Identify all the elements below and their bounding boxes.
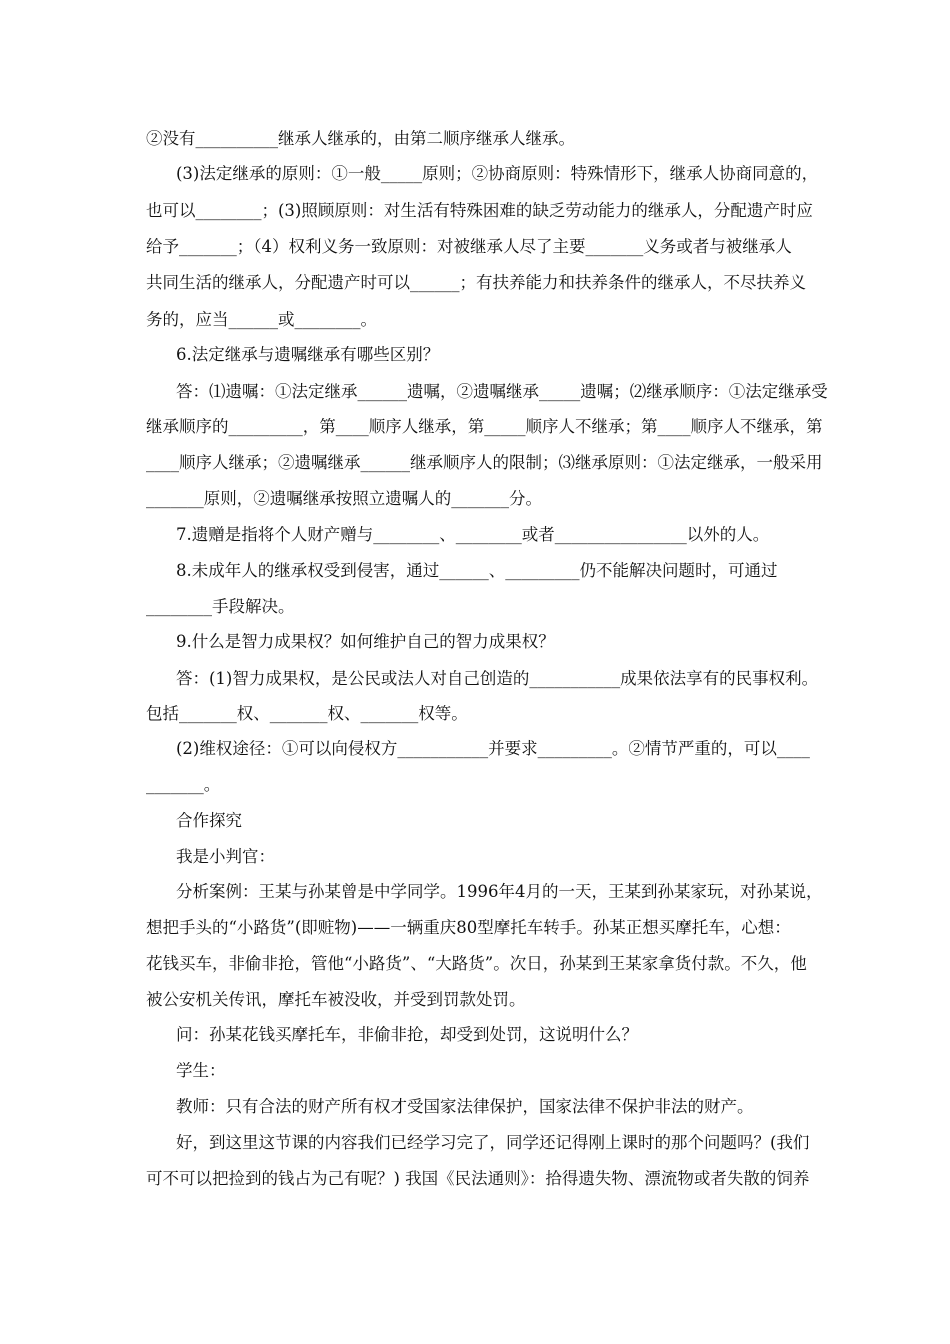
text-line: ____顺序人继承；②遗嘱继承______继承顺序人的限制；⑶继承原则：①法定继承，一般采用 [146,453,823,472]
text-line: 好，到这里这节课的内容我们已经学习完了，同学还记得刚上课时的那个问题吗？(我们 [176,1133,810,1152]
text-line: 我是小判官： [176,847,275,866]
text-line: 可不可以把捡到的钱占为己有呢？) 我国《民法通则》：拾得遗失物、漂流物或者失散的饲养 [146,1169,810,1188]
text-line: ________手段解决。 [146,597,295,616]
question-heading: 7.遗赠是指将个人财产赠与________、________或者________________以外的人。 [176,525,770,544]
text-line: 分析案例：王某与孙某曾是中学同学。1996年4月的一天，王某到孙某家玩，对孙某说， [176,882,823,901]
question-heading: 8.未成年人的继承权受到侵害，通过______、_________仍不能解决问题时，可通过 [176,561,778,580]
text-line: ②没有__________继承人继承的，由第二顺序继承人继承。 [146,129,575,148]
text-line: 教师：只有合法的财产所有权才受国家法律保护，国家法律不保护非法的财产。 [176,1097,754,1116]
text-line: (2)维权途径：①可以向侵权方___________并要求_________。②情节严重的，可以____ [176,739,810,758]
text-line: 务的，应当______或________。 [146,310,377,329]
text-line: 问：孙某花钱买摩托车，非偷非抢，却受到处罚，这说明什么？ [176,1025,638,1044]
text-line: _______原则，②遗嘱继承按照立遗嘱人的_______分。 [146,489,542,508]
text-line: 学生： [176,1061,226,1080]
text-line: 花钱买车，非偷非抢，管他“小路货”、“大路货”。次日，孙某到王某家拿货付款。不久，他 [146,954,807,973]
question-heading: 6.法定继承与遗嘱继承有哪些区别？ [176,345,440,364]
text-line: 也可以________；(3)照顾原则：对生活有特殊困难的缺乏劳动能力的继承人，分配遗产时应 [146,201,813,220]
text-line: 继承顺序的_________，第____顺序人继承，第_____顺序人不继承；第____顺序人不继承，第 [146,417,823,436]
question-heading: 9.什么是智力成果权？如何维护自己的智力成果权？ [176,632,555,651]
text-line: 共同生活的继承人，分配遗产时可以______；有扶养能力和扶养条件的继承人，不尽扶养义 [146,273,806,292]
text-line: _______。 [146,775,221,794]
text-line: (3)法定继承的原则：①一般_____原则；②协商原则：特殊情形下，继承人协商同意的， [176,164,819,183]
text-line: 答：(1)智力成果权，是公民或法人对自己创造的___________成果依法享有的民事权利。 [176,669,819,688]
text-line: 包括_______权、_______权、_______权等。 [146,704,468,723]
text-line: 被公安机关传讯，摩托车被没收，并受到罚款处罚。 [146,990,526,1009]
text-line: 答：⑴遗嘱：①法定继承______遗嘱，②遗嘱继承_____遗嘱；⑵继承顺序：①法定继承受 [176,382,828,401]
text-line: 给予_______；（4）权利义务一致原则：对被继承人尽了主要_______义务或者与被继承人 [146,237,792,256]
text-line: 想把手头的“小路货”(即赃物)——一辆重庆80型摩托车转手。孙某正想买摩托车，心想： [146,918,791,937]
section-heading: 合作探究 [176,811,242,830]
